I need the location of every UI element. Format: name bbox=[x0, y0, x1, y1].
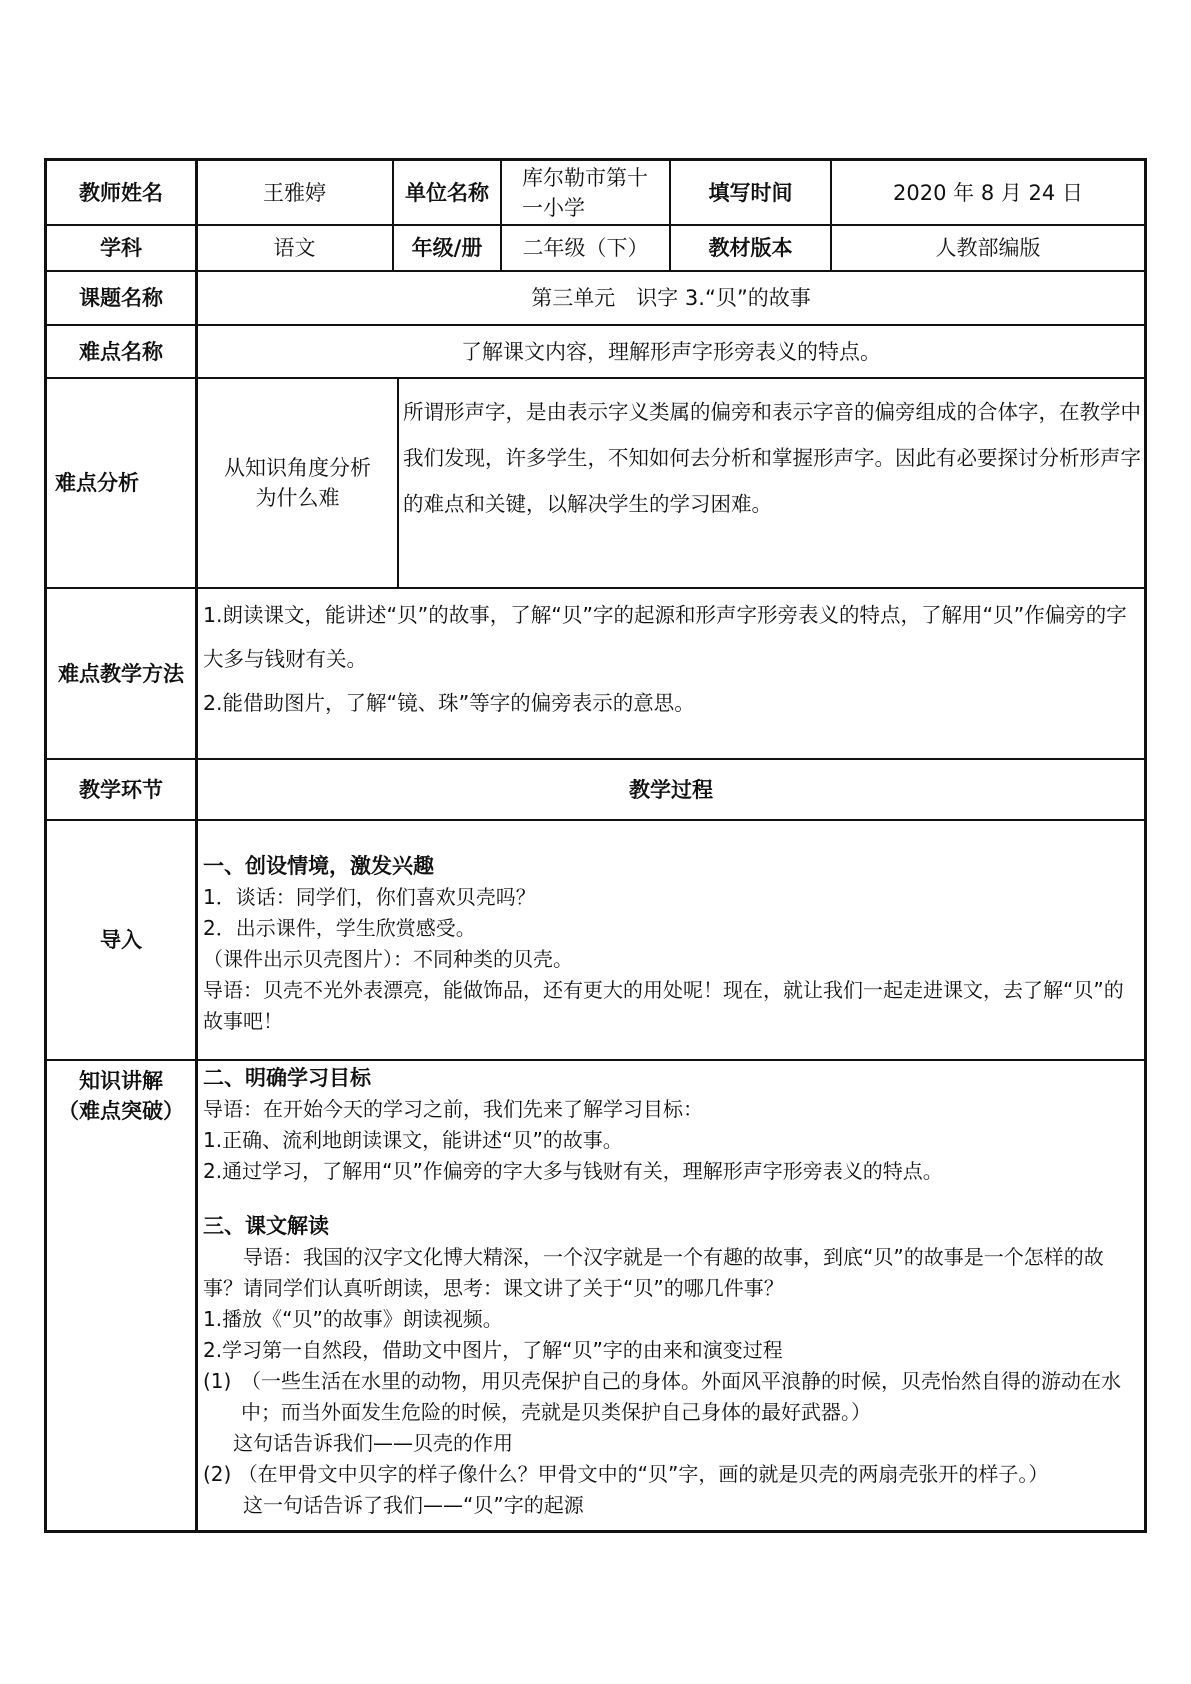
process-label: 教学环节 bbox=[79, 777, 163, 802]
grade-value: 二年级（下） bbox=[522, 236, 649, 260]
topic-value: 第三单元 识字 3.“贝”的故事 bbox=[531, 286, 811, 310]
unit-name: 库尔勒市第十一小学 bbox=[522, 165, 648, 220]
intro-line: 1．谈话：同学们，你们喜欢贝壳吗？ bbox=[203, 885, 536, 909]
analysis-label: 难点分析 bbox=[55, 471, 139, 495]
goal-line: 1.正确、流利地朗读课文，能讲述“贝”的故事。 bbox=[203, 1128, 623, 1152]
difficulty-value: 了解课文内容，理解形声字形旁表义的特点。 bbox=[461, 339, 881, 364]
reading-item-2: (2) （在甲骨文中贝字的样子像什么？甲骨文中的“贝”字，画的就是贝壳的两扇壳张开的样子。） bbox=[203, 1462, 1049, 1486]
intro-line: 2．出示课件，学生欣赏感受。 bbox=[203, 916, 476, 940]
topic-label: 课题名称 bbox=[79, 286, 163, 310]
knowledge-label-line1: 知识讲解 bbox=[79, 1069, 163, 1093]
reading-guide: 导语：我国的汉字文化博大精深，一个汉字就是一个有趣的故事，到底“贝”的故事是一个怎样的故事？请同学们认真听朗读，思考：课文讲了关于“贝”的哪几件事？ bbox=[203, 1245, 1104, 1300]
goals-heading: 二、明确学习目标 bbox=[203, 1066, 371, 1090]
row-divider bbox=[47, 819, 1144, 821]
row-divider bbox=[47, 587, 1144, 589]
intro-label: 导入 bbox=[100, 928, 142, 952]
reading-step: 2.学习第一自然段，借助文中图片，了解“贝”字的由来和演变过程 bbox=[203, 1338, 783, 1362]
method-line-2: 2.能借助图片，了解“镜、珠”等字的偏旁表示的意思。 bbox=[203, 691, 695, 715]
teacher-label: 教师姓名 bbox=[79, 180, 163, 205]
method-label: 难点教学方法 bbox=[58, 661, 184, 686]
subject-label: 学科 bbox=[100, 236, 142, 260]
intro-heading: 一、创设情境，激发兴趣 bbox=[203, 854, 434, 878]
teacher-name: 王雅婷 bbox=[263, 180, 326, 205]
reading-heading: 三、课文解读 bbox=[203, 1214, 329, 1238]
item-note: 这句话告诉我们——贝壳的作用 bbox=[233, 1431, 513, 1455]
goal-line: 2.通过学习，了解用“贝”作偏旁的字大多与钱财有关，理解形声字形旁表义的特点。 bbox=[203, 1159, 943, 1183]
date-value: 2020 年 8 月 24 日 bbox=[893, 180, 1083, 205]
grade-label: 年级/册 bbox=[411, 236, 483, 260]
intro-line: （课件出示贝壳图片）：不同种类的贝壳。 bbox=[203, 947, 573, 971]
intro-line: 导语：贝壳不光外表漂亮，能做饰品，还有更大的用处呢！现在，就让我们一起走进课文，去了解“贝”的故事吧！ bbox=[203, 978, 1124, 1033]
item-note: 这一句话告诉了我们——“贝”字的起源 bbox=[243, 1493, 584, 1517]
edition-value: 人教部编版 bbox=[935, 236, 1041, 260]
edition-label: 教材版本 bbox=[708, 236, 793, 260]
unit-label: 单位名称 bbox=[405, 180, 489, 205]
spacer bbox=[203, 1187, 1141, 1211]
intro-content bbox=[203, 851, 1139, 1037]
process-value: 教学过程 bbox=[629, 777, 713, 802]
method-text bbox=[203, 593, 1141, 725]
col-divider bbox=[397, 377, 399, 587]
row-divider bbox=[47, 1059, 1144, 1061]
reading-item-1 bbox=[203, 1366, 1141, 1428]
knowledge-content bbox=[203, 1063, 1141, 1521]
item-marker: (1) bbox=[203, 1369, 232, 1393]
subject-value: 语文 bbox=[273, 236, 316, 260]
method-line-1: 1.朗读课文，能讲述“贝”的故事，了解“贝”字的起源和形声字形旁表义的特点，了解用“贝”作偏旁的字大多与钱财有关。 bbox=[203, 603, 1127, 671]
date-label: 填写时间 bbox=[708, 180, 793, 205]
item-text: （一些生活在水里的动物，用贝壳保护自己的身体。外面风平浪静的时候，贝壳怡然自得的游动在水中；而当外面发生危险的时候，壳就是贝类保护自己身体的最好武器。） bbox=[241, 1369, 1121, 1424]
goal-line: 导语：在开始今天的学习之前，我们先来了解学习目标： bbox=[203, 1097, 703, 1121]
reading-step: 1.播放《“贝”的故事》朗读视频。 bbox=[203, 1307, 503, 1331]
knowledge-label-line2: （难点突破） bbox=[58, 1099, 184, 1123]
analysis-sub-label: 从知识角度分析为什么难 bbox=[224, 456, 371, 510]
lesson-plan-table bbox=[44, 158, 1147, 1533]
difficulty-label: 难点名称 bbox=[79, 339, 163, 364]
analysis-text: 所谓形声字，是由表示字义类属的偏旁和表示字音的偏旁组成的合体字，在教学中我们发现，许多学生，不知如何去分析和掌握形声字。因此有必要探讨分析形声字的难点和关键，以解决学生的学习困难。 bbox=[403, 400, 1141, 516]
knowledge-label bbox=[47, 1061, 195, 1131]
